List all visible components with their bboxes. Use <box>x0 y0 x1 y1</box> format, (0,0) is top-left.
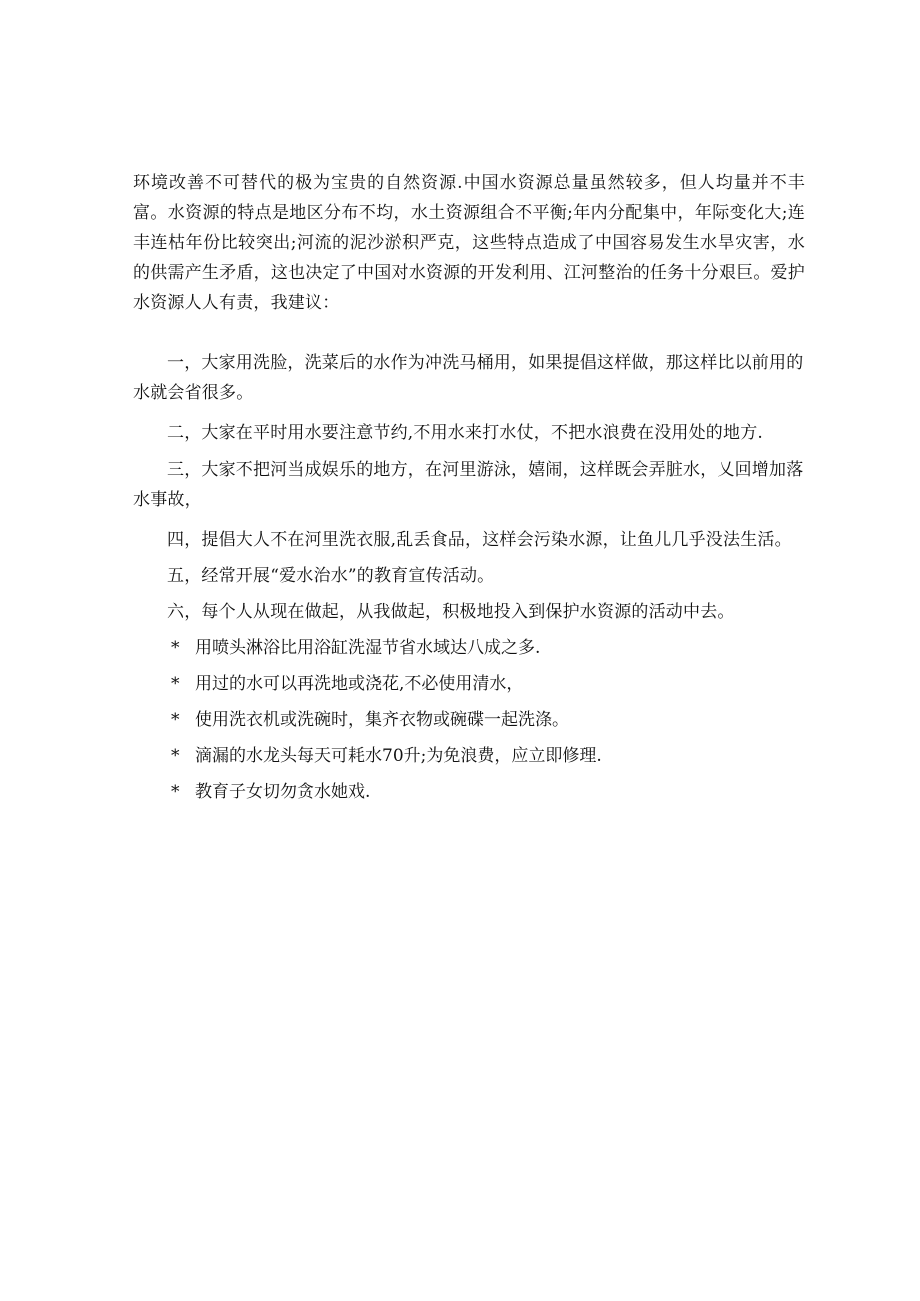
suggestion-item-6: 六，每个人从现在做起，从我做起，积极地投入到保护水资源的活动中去。 <box>167 602 735 622</box>
bullet-star-icon: * <box>171 746 180 766</box>
tip-text: 使用洗衣机或洗碗时，集齐衣物或碗碟一起洗涤。 <box>195 710 569 730</box>
bullet-star-icon: * <box>171 674 180 694</box>
bullet-star-icon: * <box>171 638 180 658</box>
suggestion-item-5: 五，经常开展“爱水治水”的教育宣传活动。 <box>167 566 495 586</box>
tip-item-4 <box>133 741 813 771</box>
suggestion-item-2: 二，大家在平时用水要注意节约,不用水来打水仗，不把水浪费在没用处的地方. <box>167 423 764 443</box>
bullet-star-icon: * <box>171 710 180 730</box>
suggestion-item-3: 三，大家不把河当成娱乐的地方，在河里游泳，嬉闹，这样既会弄脏水，乂回增加落水事故， <box>133 460 804 510</box>
tip-item-2 <box>133 669 813 699</box>
suggestion-item-4: 四，提倡大人不在河里洗衣服,乱丢食品，这样会污染水源，让鱼儿几乎没法生活。 <box>167 530 792 550</box>
tip-text: 教育子女切勿贪水她戏. <box>195 782 371 802</box>
tip-item-5 <box>133 777 813 807</box>
suggestion-item-1: 一，大家用洗脸，洗菜后的水作为冲洗马桶用，如果提倡这样做，那这样比以前用的水就会省很多。 <box>133 353 804 403</box>
tip-text: 用喷头淋浴比用浴缸洗湿节省水域达八成之多. <box>195 638 541 658</box>
intro-paragraph: 环境改善不可替代的极为宝贵的自然资源.中国水资源总量虽然较多，但人均量并不丰富。水资源的特点是地区分布不均，水土资源组合不平衡;年内分配集中，年际变化大;连丰连枯年份比较突出;河流的泥沙淤积严克，这些特点造成了中国容易发生水旱灾害，水的供需产生矛盾，这也决定了中国对水资源的开发利用、江河整治的任务十分艰巨。爱护水资源人人有责，我建议： <box>133 173 805 313</box>
tip-text: 用过的水可以再洗地或浇花,不必使用清水， <box>195 674 524 694</box>
tip-item-3 <box>133 705 813 735</box>
tip-item-1 <box>133 633 813 663</box>
bullet-star-icon: * <box>171 782 180 802</box>
tip-text: 滴漏的水龙头每天可耗水70升;为免浪费，应立即修理. <box>195 746 602 766</box>
